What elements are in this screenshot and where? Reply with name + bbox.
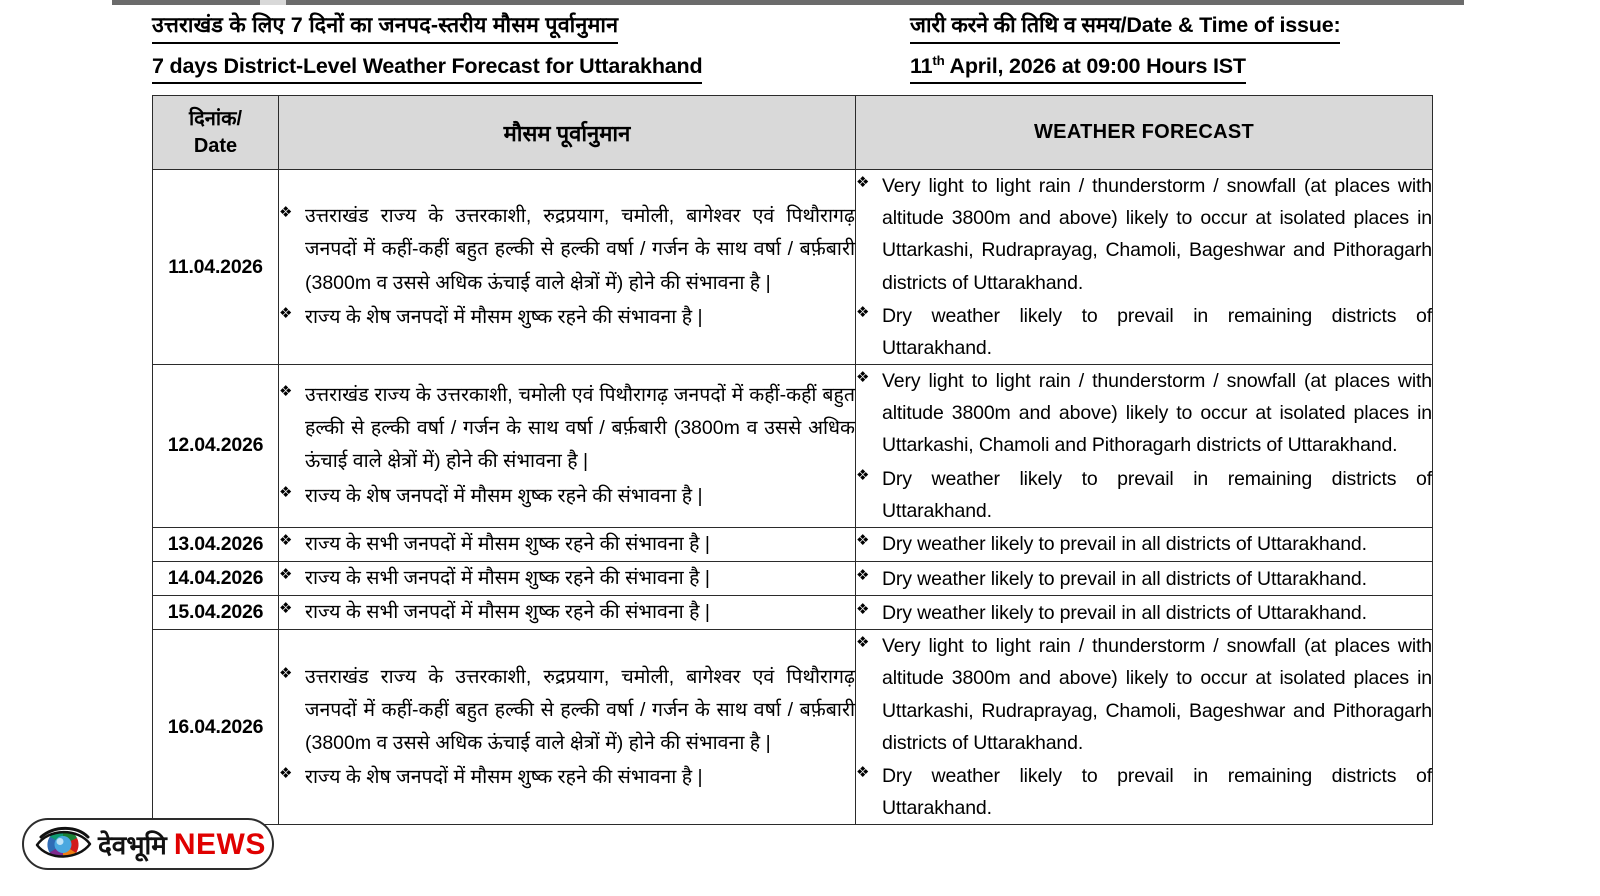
forecast-english-cell <box>856 527 1433 561</box>
logo-wordmark <box>98 826 266 862</box>
forecast-bullet: ❖ राज्य के सभी जनपदों में मौसम शुष्क रहने की संभावना है | <box>279 596 855 629</box>
logo-text-hindi: देवभूमि <box>98 830 167 860</box>
table-row <box>153 527 1433 561</box>
forecast-hindi-cell <box>279 596 856 630</box>
logo-text-news: NEWS <box>173 828 266 861</box>
forecast-bullet: ❖ उत्तराखंड राज्य के उत्तरकाशी, चमोली एवं पिथौरागढ़ जनपदों में कहीं-कहीं बहुत हल्की से हल्की वर्षा / गर्जन के साथ वर्षा / बर्फ़बारी (3800m व उससे अधिक ऊंचाई वाले क्षेत्रों में) होने की संभावना है | <box>279 379 855 478</box>
table-row <box>153 170 1433 365</box>
document-heading <box>0 10 1600 86</box>
column-header-date: दिनांक/ Date <box>153 96 279 170</box>
eye-logo-icon <box>34 824 92 864</box>
forecast-hindi-cell <box>279 527 856 561</box>
forecast-bullet: ❖ Dry weather likely to prevail in remaining districts of Uttarakhand. <box>856 760 1432 824</box>
window-chrome-strip <box>112 0 1464 5</box>
forecast-english-cell <box>856 365 1433 528</box>
forecast-bullet: ❖ Dry weather likely to prevail in all districts of Uttarakhand. <box>856 563 1432 595</box>
forecast-bullet: ❖ Dry weather likely to prevail in all districts of Uttarakhand. <box>856 597 1432 629</box>
window-chrome-tab <box>260 0 286 5</box>
issue-label-hindi-english: जारी करने की तिथि व समय/Date & Time of issue: <box>910 10 1450 44</box>
table-header-row <box>153 96 1433 170</box>
page-title-left <box>152 10 772 84</box>
forecast-bullet: ❖ Very light to light rain / thunderstorm / snowfall (at places with altitude 3800m and above) likely to occur at isolated places in Uttarkashi, Rudraprayag, Chamoli, Bageshwar and Pithoragarh districts of Uttarakhand. <box>856 170 1432 299</box>
column-header-forecast-hindi: मौसम पूर्वानुमान <box>279 96 856 170</box>
column-header-forecast-english: WEATHER FORECAST <box>856 96 1433 170</box>
forecast-hindi-cell <box>279 630 856 825</box>
table-row <box>153 630 1433 825</box>
weather-forecast-table <box>152 95 1433 825</box>
forecast-bullet: ❖ राज्य के शेष जनपदों में मौसम शुष्क रहने की संभावना है | <box>279 480 855 513</box>
forecast-bullet: ❖ राज्य के शेष जनपदों में मौसम शुष्क रहने की संभावना है | <box>279 761 855 794</box>
forecast-hindi-cell <box>279 562 856 596</box>
forecast-date-cell: 15.04.2026 <box>153 596 279 630</box>
forecast-bullet: ❖ Dry weather likely to prevail in all districts of Uttarakhand. <box>856 528 1432 560</box>
forecast-bullet: ❖ राज्य के सभी जनपदों में मौसम शुष्क रहने की संभावना है | <box>279 528 855 561</box>
forecast-hindi-cell <box>279 365 856 528</box>
table-body <box>153 170 1433 825</box>
issue-datetime-block <box>910 10 1450 84</box>
forecast-bullet: ❖ Very light to light rain / thunderstorm / snowfall (at places with altitude 3800m and above) likely to occur at isolated places in Uttarkashi, Chamoli and Pithoragarh districts of Uttarakhand. <box>856 365 1432 462</box>
forecast-hindi-cell <box>279 170 856 365</box>
devbhoomi-news-watermark <box>22 818 274 870</box>
forecast-english-cell <box>856 170 1433 365</box>
forecast-bullet: ❖ Very light to light rain / thunderstorm / snowfall (at places with altitude 3800m and above) likely to occur at isolated places in Uttarkashi, Rudraprayag, Chamoli, Bageshwar and Pithoragarh districts of Uttarakhand. <box>856 630 1432 759</box>
forecast-date-cell: 13.04.2026 <box>153 527 279 561</box>
forecast-bullet: ❖ उत्तराखंड राज्य के उत्तरकाशी, रुद्रप्रयाग, चमोली, बागेश्वर एवं पिथौरागढ़ जनपदों में कहीं-कहीं बहुत हल्की से हल्की वर्षा / गर्जन के साथ वर्षा / बर्फ़बारी (3800m व उससे अधिक ऊंचाई वाले क्षेत्रों में) होने की संभावना है | <box>279 661 855 760</box>
forecast-bullet: ❖ उत्तराखंड राज्य के उत्तरकाशी, रुद्रप्रयाग, चमोली, बागेश्वर एवं पिथौरागढ़ जनपदों में कहीं-कहीं बहुत हल्की से हल्की वर्षा / गर्जन के साथ वर्षा / बर्फ़बारी (3800m व उससे अधिक ऊंचाई वाले क्षेत्रों में) होने की संभावना है | <box>279 200 855 299</box>
forecast-english-cell <box>856 596 1433 630</box>
forecast-english-cell <box>856 630 1433 825</box>
forecast-date-cell: 12.04.2026 <box>153 365 279 528</box>
forecast-english-cell <box>856 562 1433 596</box>
title-hindi-line: उत्तराखंड के लिए 7 दिनों का जनपद-स्तरीय मौसम पूर्वानुमान <box>152 10 772 44</box>
table-row <box>153 596 1433 630</box>
issue-datetime-value <box>910 51 1450 85</box>
forecast-date-cell: 16.04.2026 <box>153 630 279 825</box>
table-row <box>153 365 1433 528</box>
forecast-bullet: ❖ राज्य के शेष जनपदों में मौसम शुष्क रहने की संभावना है | <box>279 301 855 334</box>
table-row <box>153 562 1433 596</box>
title-english-line: 7 days District-Level Weather Forecast for Uttarakhand <box>152 51 772 85</box>
forecast-bullet: ❖ Dry weather likely to prevail in remaining districts of Uttarakhand. <box>856 463 1432 527</box>
forecast-date-cell: 11.04.2026 <box>153 170 279 365</box>
forecast-date-cell: 14.04.2026 <box>153 562 279 596</box>
forecast-bullet: ❖ Dry weather likely to prevail in remaining districts of Uttarakhand. <box>856 300 1432 364</box>
issue-datetime-text: 11th April, 2026 at 09:00 Hours IST <box>910 51 1246 85</box>
forecast-bullet: ❖ राज्य के सभी जनपदों में मौसम शुष्क रहने की संभावना है | <box>279 562 855 595</box>
